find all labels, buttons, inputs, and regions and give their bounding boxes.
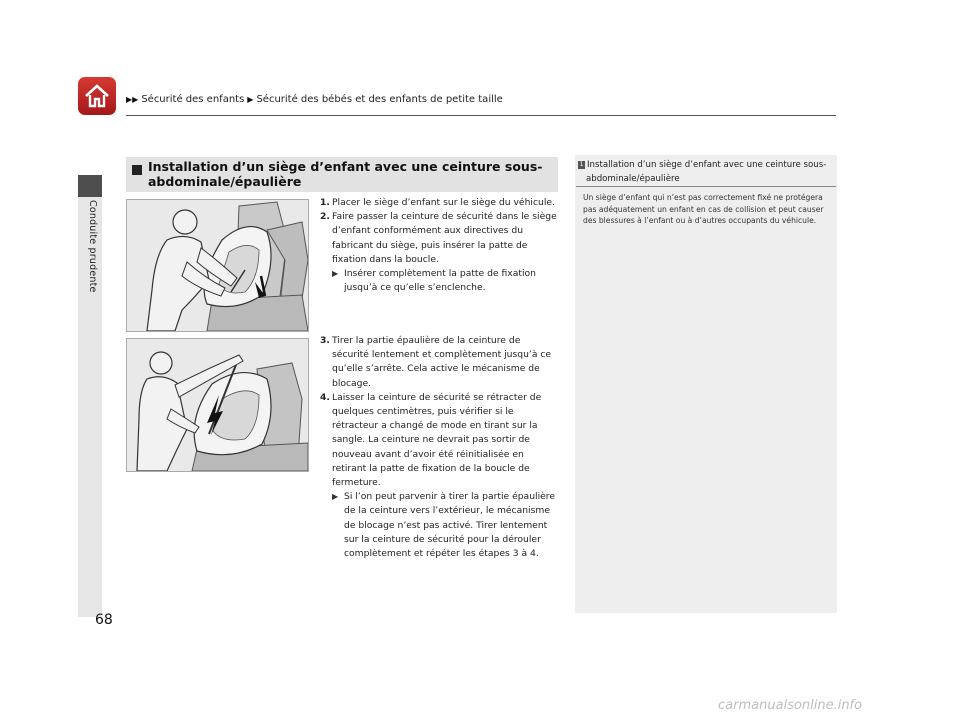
breadcrumb-item[interactable]: Sécurité des bébés et des enfants de petite taille [256, 94, 503, 105]
side-note-title-line: Installation d’un siège d’enfant avec une ceinture sous- [587, 160, 827, 170]
page-number: 68 [95, 612, 113, 628]
note-reference-badge: 1 [579, 161, 584, 168]
step-number: 3. [320, 335, 330, 346]
triangle-right-icon: ▶ [332, 269, 339, 279]
home-button[interactable] [78, 77, 116, 115]
step-text: Placer le siège d’enfant sur le siège du véhicule. [332, 197, 555, 208]
section-title-line: Installation d’un siège d’enfant avec une ceinture sous- [148, 159, 543, 174]
triangle-right-icon: ▶ [247, 95, 254, 104]
side-note-heading [578, 158, 830, 186]
step-4-note [332, 490, 560, 561]
step-note-text: Insérer complètement la patte de fixation jusqu’à ce qu’elle s’enclenche. [344, 268, 536, 294]
side-note-divider [576, 186, 836, 187]
section-square-icon [132, 165, 142, 175]
triangle-right-icon: ▶ [332, 492, 339, 502]
steps-group-1 [320, 196, 560, 295]
section-header [126, 157, 558, 192]
breadcrumb [126, 94, 503, 105]
breadcrumb-item[interactable]: Sécurité des enfants [141, 94, 245, 105]
illustration-buckle-child-seat [126, 199, 309, 332]
section-title [148, 159, 548, 189]
section-title-line: abdominale/épaulière [148, 174, 302, 189]
side-note-body: Un siège d’enfant qui n’est pas correctement fixé ne protégera pas adéquatement un enfant en cas de collision et peut causer des blessures à l’enfant ou à d’autres occupants du véhicule. [583, 193, 824, 226]
sidebar-tab-marker [78, 175, 102, 197]
step-2 [320, 210, 560, 267]
step-text: Tirer la partie épaulière de la ceinture de sécurité lentement et complètement jusqu’à ce qu’elle s’arrête. Cela active le mécanisme de blocage. [332, 335, 552, 389]
side-note-title-line: abdominale/épaulière [586, 174, 680, 184]
watermark: carmanualsonline.info [718, 698, 863, 713]
step-1 [320, 196, 560, 210]
step-2-note [332, 267, 560, 295]
step-3 [320, 334, 560, 391]
sidebar-section-label[interactable]: Conduite prudente [87, 200, 98, 293]
steps-group-2 [320, 334, 560, 561]
header-divider [126, 115, 836, 116]
illustration-pull-shoulder-belt [126, 338, 309, 472]
step-text: Laisser la ceinture de sécurité se rétracter de quelques centimètres, puis vérifier si le rétracteur a changé de mode en tirant sur la sangle. La ceinture ne devrait pas sortir de nouveau avant d’avoir été réinitialisée en retirant la patte de fixation de la boucle de fermeture. [332, 391, 542, 489]
step-4 [320, 391, 560, 490]
home-icon [83, 83, 111, 109]
step-number: 4. [320, 391, 330, 403]
step-text: Faire passer la ceinture de sécurité dans le siège d’enfant conformément aux directives du fabricant du siège, puis insérer la patte de fixation dans la boucle. [332, 211, 557, 265]
step-number: 1. [320, 197, 330, 208]
step-note-text: Si l’on peut parvenir à tirer la partie épaulière de la ceinture vers l’extérieur, le mécanisme de blocage n’est pas activé. Tirer lentement sur la ceinture de sécurité pour la dérouler complètement et répéter les étapes 3 à 4. [344, 491, 555, 560]
triangle-right-icon: ▶▶ [126, 95, 139, 104]
step-number: 2. [320, 211, 330, 223]
